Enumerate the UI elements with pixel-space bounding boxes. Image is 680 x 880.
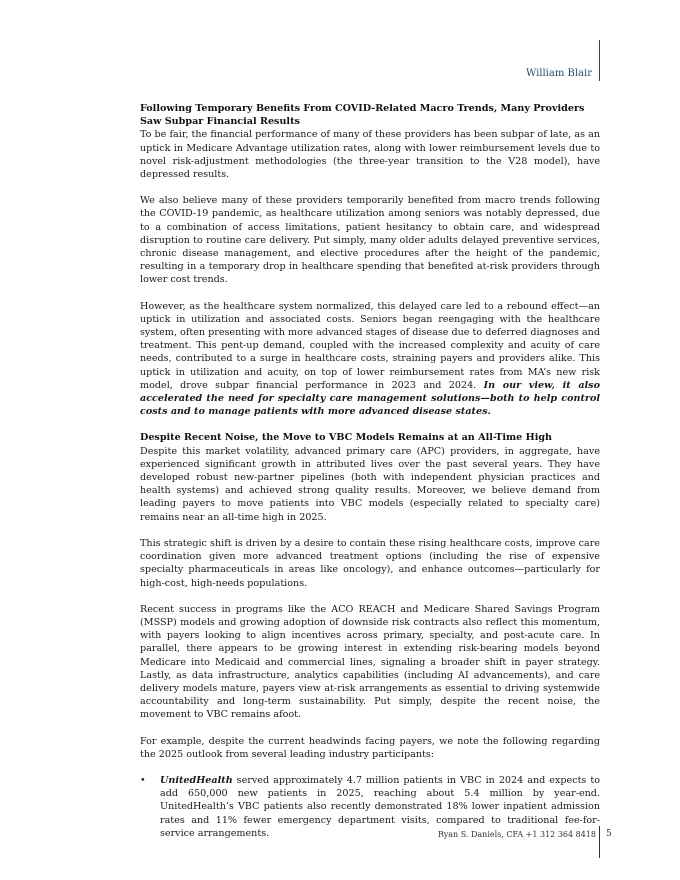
paragraph: We also believe many of these providers temporarily benefited from macro trends following the COVID-19 pandemic, as healthcare utilization among seniors was notably depressed, due to a combination of access limitations, patient hesitancy to obtain care, and widespread disruption to routine care delivery. Put simply, many older adults delayed preventive services, chronic disease management, and elective procedures after the height of the pandemic, resulting in a temporary drop in healthcare spending that benefited at-risk providers through lower cost trends.	[140, 195, 600, 286]
paragraph: This strategic shift is driven by a desire to contain these rising healthcare costs, improve care coordination given more advanced treatment options (including the rise of expensive specialty pharmaceuticals in areas like oncology), and enhance outcomes—particularly for high-cost, high-needs populations.	[140, 537, 600, 589]
paragraph-text: However, as the healthcare system normalized, this delayed care led to a rebound effect—an uptick in utilization and associated costs. Seniors began reengaging with the healthcare system, often presenting with more advanced stages of disease due to deferred diagnoses and treatment. This pent-up demand, coupled with the increased complexity and acuity of care needs, contributed to a surge in healthcare costs, straining payers and providers alike. This uptick in utilization and acuity, on top of lower reimbursement rates from MA’s new risk model, drove subpar financial performance in 2023 and 2024.	[140, 300, 600, 391]
company-name: UnitedHealth	[160, 774, 233, 786]
section-heading-covid: Following Temporary Benefits From COVID-Related Macro Trends, Many Providers Saw Subpar Financial Results	[140, 103, 585, 128]
emphasis-text: In our view, it also accelerated the need for specialty care management solutions—both to help control costs and to manage patients with more advanced disease states.	[140, 379, 600, 418]
brand-name: William Blair	[525, 68, 592, 79]
header-rule	[599, 40, 600, 81]
footer-rule	[599, 826, 600, 858]
paragraph: To be fair, the financial performance of many of these providers has been subpar of late, as an uptick in Medicare Advantage utilization rates, along with lower reimbursement levels due to novel risk-adjustment methodologies (the three-year transition to the V28 model), have depressed results.	[140, 129, 600, 181]
page-number: 5	[606, 829, 612, 839]
section-heading-vbc: Despite Recent Noise, the Move to VBC Models Remains at an All-Time High	[140, 432, 553, 444]
report-body	[140, 102, 600, 840]
paragraph: For example, despite the current headwinds facing payers, we note the following regarding the 2025 outlook from several leading industry participants:	[140, 735, 600, 760]
list-item-text: served approximately 4.7 million patients in VBC in 2024 and expects to add 650,000 new patients in 2025, reaching about 5.4 million by year-end. UnitedHealth’s VBC patients also recently demonstrated 18% lower inpatient admission rates and 11% fewer emergency department visits, compared to traditional fee-for-service arrangements.	[160, 774, 600, 839]
paragraph: Recent success in programs like the ACO REACH and Medicare Shared Savings Program (MSSP) models and growing adoption of downside risk contracts also reflect this momentum, with payers looking to align incentives across primary, specialty, and post-acute care. In parallel, there appears to be growing interest in extending risk-bearing models beyond Medicare into Medicaid and commercial lines, signaling a broader shift in payer strategy. Lastly, as data infrastructure, analytics capabilities (including AI advancements), and care delivery models mature, payers view at-risk arrangements as essential to driving systemwide accountability and long-term sustainability. Put simply, despite the recent noise, the movement to VBC remains afoot.	[140, 603, 600, 721]
paragraph: Despite this market volatility, advanced primary care (APC) providers, in aggregate, have experienced significant growth in attributed lives over the past several years. They have developed robust new-partner pipelines (both with independent physician practices and health systems) and achieved strong quality results. Moreover, we believe demand from leading payers to move patients into VBC models (especially related to specialty care) remains near an all-time high in 2025.	[140, 445, 600, 523]
bullet-icon: •	[140, 774, 146, 786]
paragraph	[140, 300, 600, 419]
footer-author: Ryan S. Daniels, CFA +1 312 364 8418	[437, 830, 596, 839]
